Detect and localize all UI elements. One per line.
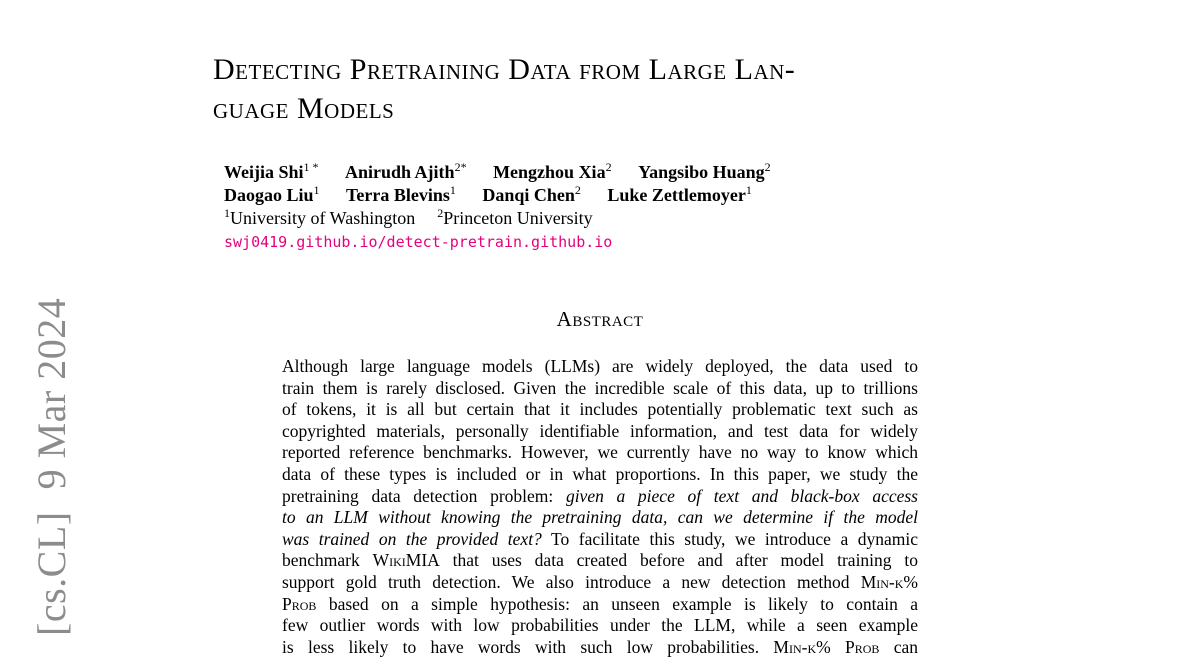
affiliation: Princeton University: [443, 208, 593, 228]
abstract-line: Although large language models (LLMs) are widely deployed, the data used to: [282, 356, 918, 376]
author: Anirudh Ajith$^{2*}$: [345, 160, 467, 182]
project-url-link[interactable]: swj0419.github.io/detect-pretrain.github.io: [224, 233, 613, 251]
author: Daogao Liu$^1$: [224, 183, 320, 205]
title-line-2: guage Models: [213, 92, 395, 125]
author-block: [224, 161, 771, 254]
author: Terra Blevins$^1$: [346, 183, 456, 205]
paper-title: [213, 50, 1013, 128]
abstract-line: data of these types is included or in what proportions. In this paper, we study the: [282, 463, 918, 484]
abstract-line: to an LLM without knowing the pretraining data, can we determine if the model: [282, 507, 918, 528]
author: Luke Zettlemoyer$^1$: [607, 183, 752, 205]
abstract-line: is less likely to have words with such low probabilities. Min-k% Prob can: [282, 636, 918, 657]
abstract-body: [282, 356, 918, 658]
arxiv-side-stamp: [28, 298, 75, 636]
abstract-line: train them is rarely disclosed. Given the incredible scale of this data, up to trillions: [282, 377, 918, 398]
author-row-2: [224, 184, 771, 207]
abstract-heading: Abstract: [556, 307, 644, 331]
abstract-line: pretraining data detection problem: given a piece of text and black-box access: [282, 485, 918, 506]
author: Yangsibo Huang$^2$: [638, 160, 771, 182]
abstract-line: Prob based on a simple hypothesis: an unseen example is likely to contain a: [282, 593, 918, 614]
abstract-line: was trained on the provided text? To facilitate this study, we introduce a dynamic: [282, 528, 918, 549]
affiliations: $^1$University of Washington $^2$Princeton University: [224, 206, 593, 228]
abstract-line: copyrighted materials, personally identifiable information, and test data for widely: [282, 420, 918, 441]
author-row-1: [224, 161, 771, 184]
author: Mengzhou Xia$^2$: [493, 160, 612, 182]
author: Weijia Shi$^{1 *}$: [224, 160, 319, 182]
author: Danqi Chen$^2$: [482, 183, 581, 205]
abstract-line: support gold truth detection. We also introduce a new detection method Min-k%: [282, 571, 918, 592]
arxiv-date: 9 Mar 2024: [29, 297, 74, 490]
abstract-line: few outlier words with low probabilities under the LLM, while a seen example: [282, 615, 918, 636]
abstract-line: benchmark WikiMIA that uses data created before and after model training to: [282, 550, 918, 571]
abstract-line: of tokens, it is all but certain that it includes potentially problematic text such as: [282, 399, 918, 420]
abstract-line: reported reference benchmarks. However, we currently have no way to know which: [282, 442, 918, 463]
affiliation: University of Washington: [230, 208, 416, 228]
title-line-1: Detecting Pretraining Data from Large Lan-: [213, 53, 796, 86]
arxiv-category: [cs.CL]: [29, 511, 74, 636]
